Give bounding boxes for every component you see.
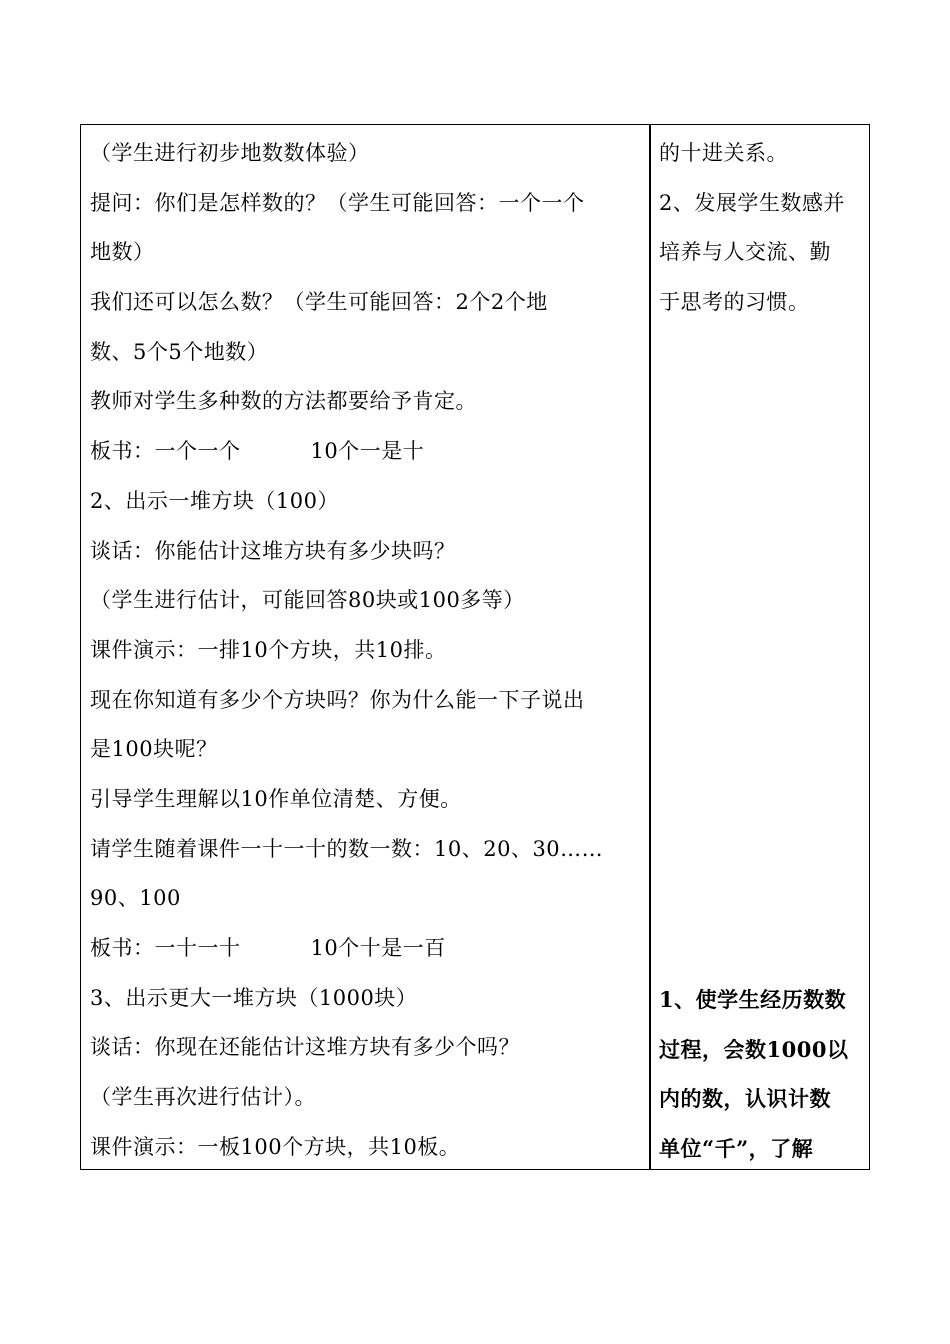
intent-line: 内的数，认识计数 [659,1086,831,1112]
text-line: 谈话：你能估计这堆方块有多少块吗？ [90,538,456,563]
text-line: 谈话：你现在还能估计这堆方块有多少个吗？ [90,1035,520,1060]
intent-line: 过程，会数1000以 [659,1036,849,1062]
text-line: 课件演示：一排10个方块，共10排。 [90,637,447,662]
board-writing-line [90,427,642,477]
board-writing-label: 板书：一个一个 [90,439,241,464]
intent-line: 1、使学生经历数数 [659,987,847,1012]
text-line: 数、5个5个地数） [90,339,269,364]
lesson-plan-table [80,124,870,1170]
text-line: 请学生随着课件一十一十的数一数：10、20、30…… [90,836,604,861]
text-line: 提问：你们是怎样数的？（学生可能回答：一个一个 [90,190,585,215]
board-writing-line [90,924,642,974]
board-writing-content: 10个一是十 [310,439,425,464]
text-line: 3、出示更大一堆方块（1000块） [90,985,418,1010]
text-line: 是100块呢？ [90,737,218,762]
text-line: 引导学生理解以10作单位清楚、方便。 [90,786,462,811]
intent-line: 的十进关系。 [659,141,788,165]
text-line: 课件演示：一板100个方块，共10板。 [90,1134,461,1159]
teaching-process-column [90,129,642,1172]
column-divider [649,125,651,1169]
text-line: 地数） [90,240,155,265]
text-line: （学生进行估计，可能回答80块或100多等） [90,588,525,613]
text-line: （学生进行初步地数数体验） [90,141,370,165]
board-writing-content: 10个十是一百 [310,936,446,960]
board-writing-label: 板书：一十一十 [90,936,241,960]
text-line: 90、100 [90,886,181,911]
text-line: 我们还可以怎么数？（学生可能回答：2个2个地 [90,290,548,315]
intent-line: 于思考的习惯。 [659,290,810,315]
text-line: 2、出示一堆方块（100） [90,488,339,513]
design-intent-lower [659,975,865,1174]
intent-line: 2、发展学生数感并 [659,190,845,215]
design-intent-column [659,129,865,328]
intent-line: 培养与人交流、勤 [659,240,831,265]
text-line: 教师对学生多种数的方法都要给予肯定。 [90,389,477,414]
text-line: 现在你知道有多少个方块吗？你为什么能一下子说出 [90,687,585,712]
intent-line: 单位“千”，了解 [659,1136,814,1162]
text-line: （学生再次进行估计）。 [90,1085,316,1110]
